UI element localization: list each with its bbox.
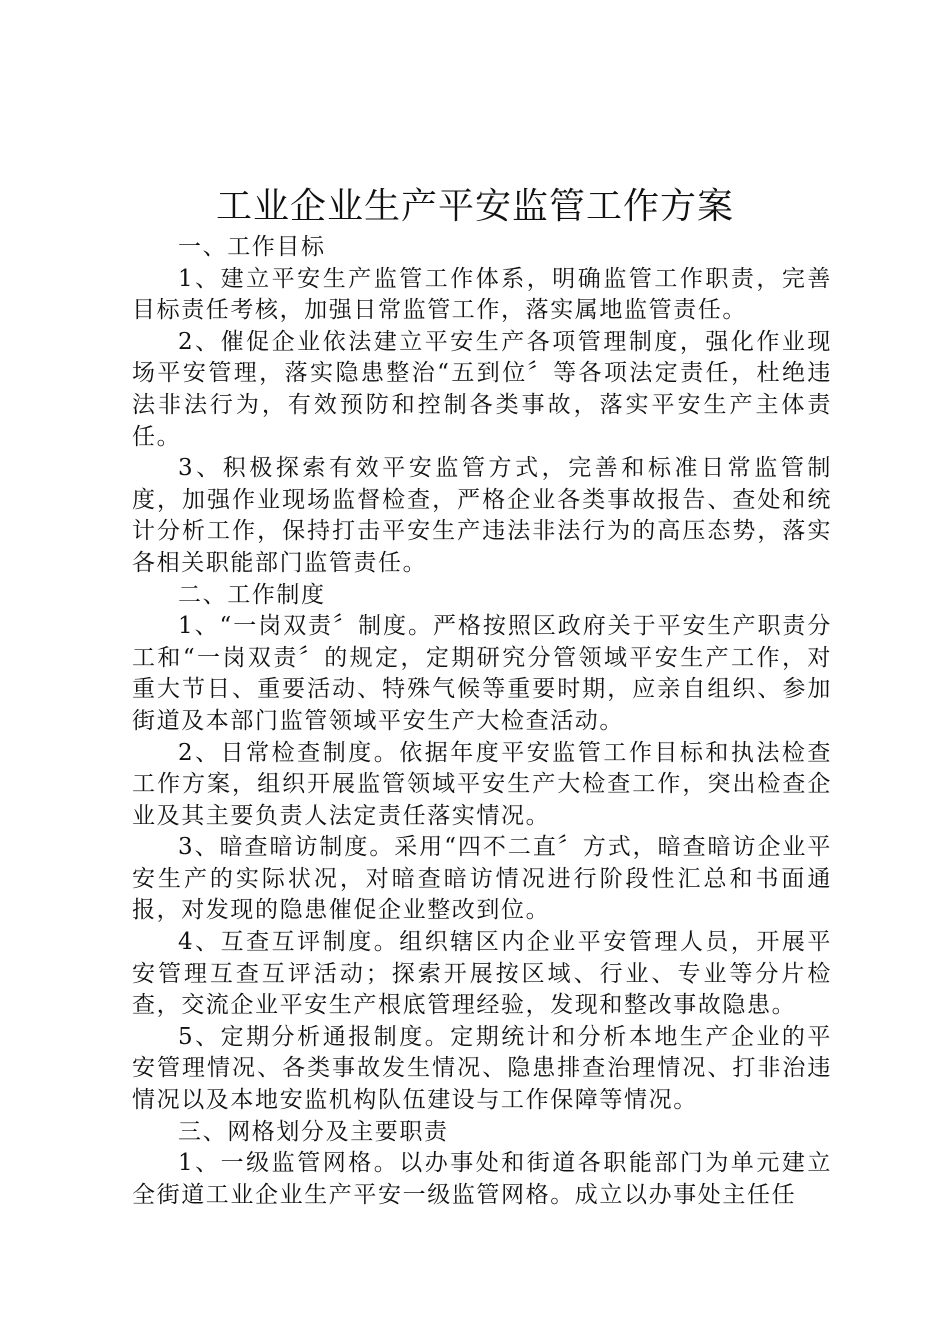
paragraph: 1、建立平安生产监管工作体系，明确监管工作职责，完善目标责任考核，加强日常监管工作，落实属地监管责任。 bbox=[132, 265, 832, 324]
paragraph: 2、日常检查制度。依据年度平安监管工作目标和执法检查工作方案，组织开展监管领域平安生产大检查工作，突出检查企业及其主要负责人法定责任落实情况。 bbox=[132, 739, 832, 829]
document-title: 工业企业生产平安监管工作方案 bbox=[215, 186, 734, 227]
section-heading-goals: 一、工作目标 bbox=[178, 234, 326, 260]
section-heading-system: 二、工作制度 bbox=[178, 581, 326, 608]
paragraph: 4、互查互评制度。组织辖区内企业平安管理人员，开展平安管理互查互评活动；探索开展按区域、行业、专业等分片检查，交流企业平安生产根底管理经验，发现和整改事故隐患。 bbox=[132, 929, 832, 1019]
paragraph: 2、催促企业依法建立平安生产各项管理制度，强化作业现场平安管理，落实隐患整治“五到位〞等各项法定责任，杜绝违法非法行为，有效预防和控制各类事故，落实平安生产主体责任。 bbox=[132, 328, 832, 450]
paragraph: 3、积极探索有效平安监管方式，完善和标准日常监管制度，加强作业现场监督检查，严格企业各类事故报告、查处和统计分析工作，保持打击平安生产违法非法行为的高压态势，落实各相关职能部门监管责任。 bbox=[132, 455, 832, 576]
paragraph: 1、“一岗双责〞制度。严格按照区政府关于平安生产职责分工和“一岗双责〞的规定，定期研究分管领域平安生产工作，对重大节日、重要活动、特殊气候等重要时期，应亲自组织、参加街道及本部门监管领域平安生产大检查活动。 bbox=[132, 613, 832, 734]
paragraph: 3、暗查暗访制度。采用“四不二直〞方式，暗查暗访企业平安生产的实际状况，对暗查暗访情况进行阶段性汇总和书面通报，对发现的隐患催促企业整改到位。 bbox=[132, 834, 832, 924]
paragraph: 5、定期分析通报制度。定期统计和分析本地生产企业的平安管理情况、各类事故发生情况、隐患排查治理情况、打非治违情况以及本地安监机构队伍建设与工作保障等情况。 bbox=[132, 1023, 832, 1114]
section-heading-grid: 三、网格划分及主要职责 bbox=[178, 1118, 449, 1145]
document-body bbox=[132, 232, 832, 1211]
paragraph: 1、一级监管网格。以办事处和街道各职能部门为单元建立全街道工业企业生产平安一级监管网格。成立以办事处主任任 bbox=[132, 1150, 832, 1208]
